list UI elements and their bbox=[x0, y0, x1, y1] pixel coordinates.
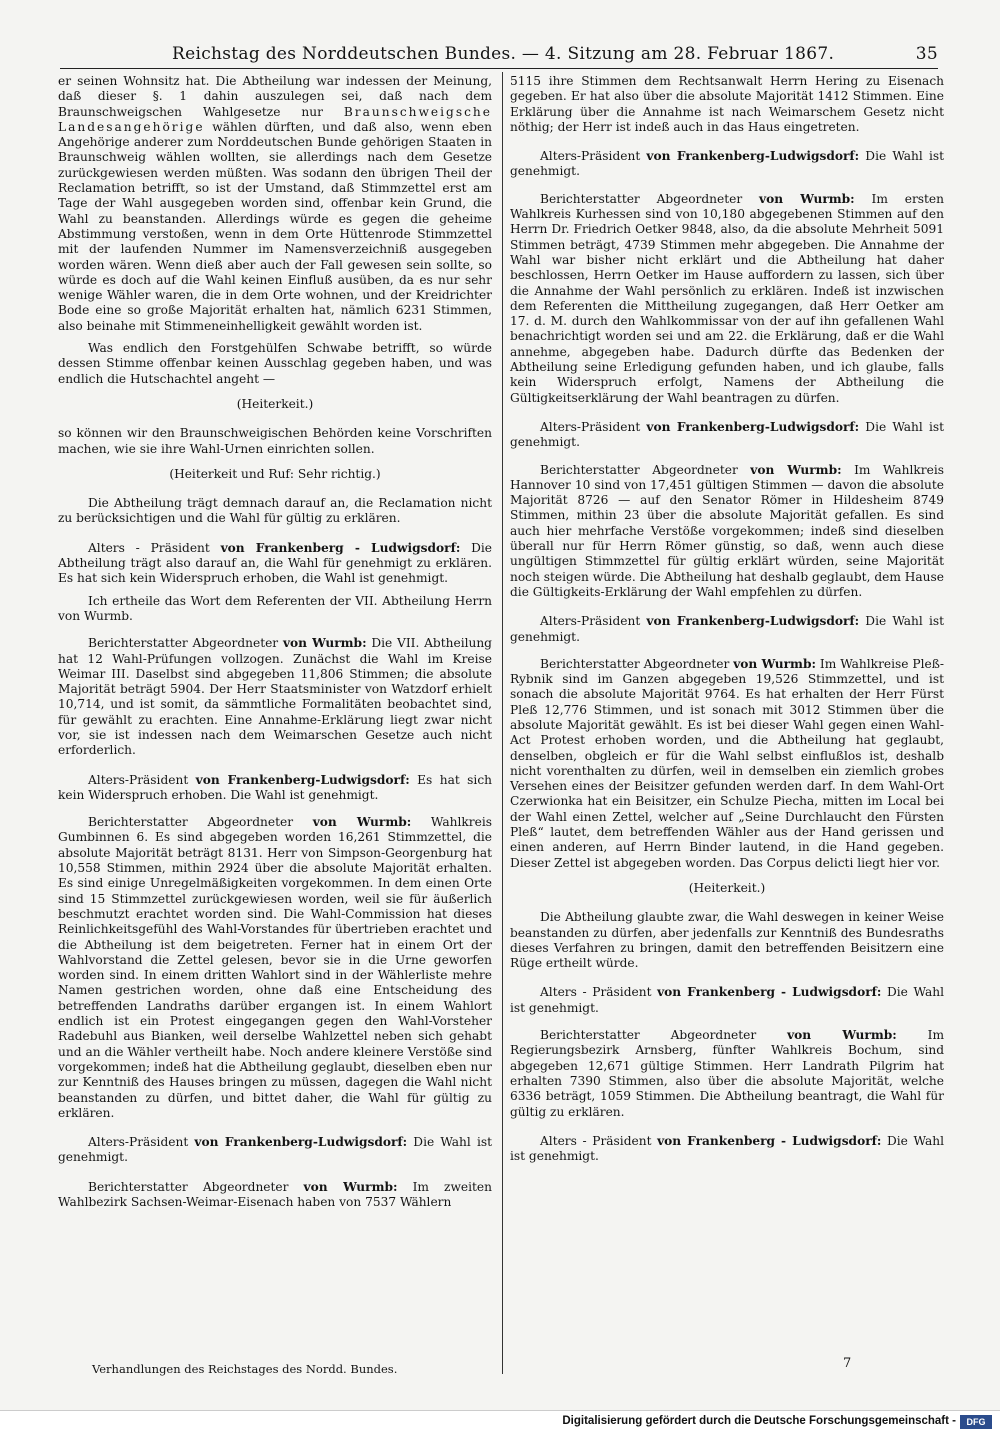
digitization-banner bbox=[0, 1410, 1000, 1433]
reporter-speech: Berichterstatter Abgeordneter von Wurmb: Die VII. Abtheilung hat 12 Wahl-Prüfungen vollzogen. Zunächst die Wahl im Kreise Weimar III. Daselbst sind abgegeben 11,806 Stimmen; die absolute Majorität beträgt 5904. Der Herr Staatsminister von Watzdorf erhielt 10,714, und ist somit, da sämmtliche Formalitäten beobachtet sind, für gewählt zu erachten. Eine Annahme-Erklärung liegt zwar nicht vor, sie ist indessen nach dem Weimarschen Gesetze auch nicht erforderlich. bbox=[58, 636, 492, 758]
paragraph: er seinen Wohnsitz hat. Die Abtheilung war indessen der Meinung, daß dieser §. 1 dahin auszulegen sei, daß nach dem Braunschweigschen Wahlgesetze nur Braunschweigsche Landesangehörige wählen dürften, und daß also, wenn eben Angehörige anderer zum Norddeutschen Bunde gehörigen Staaten in Braunschweig wählen wollten, sie allerdings nach dem Gesetze zurückgewiesen werden müßten. Was sodann den übrigen Theil der Reclamation betrifft, so ist der Umstand, daß Stimmzettel erst am Tage der Wahl ausgegeben worden sind, offenbar kein Grund, die Wahl zu beanstanden. Allerdings würde es gegen die geheime Abstimmung verstoßen, wenn in dem Orte Hüttenrode Stimmzettel mit der laufenden Nummer im Namensverzeichniß ausgegeben worden wären. Wenn dieß aber auch der Fall gewesen sein sollte, so würde es doch auf die Wahl keinen Einfluß ausüben, da es nur sehr wenige Wähler waren, die in dem Orte wohnen, und der Kreidrichter Bode eine so große Majorität erhalten hat, nämlich 6231 Stimmen, also beinahe mit Stimmeneinhelligkeit gewählt worden ist. bbox=[58, 74, 492, 333]
interjection: (Heiterkeit und Ruf: Sehr richtig.) bbox=[169, 466, 381, 481]
page-number: 35 bbox=[915, 44, 938, 64]
left-column bbox=[58, 74, 492, 1210]
president-speech: Alters-Präsident von Frankenberg-Ludwigsdorf: Es hat sich kein Widerspruch erhoben. Die Wahl ist genehmigt. bbox=[58, 772, 492, 802]
paragraph: Ich ertheile das Wort dem Referenten der VII. Abtheilung Herrn von Wurmb. bbox=[58, 593, 492, 623]
president-speech: Alters-Präsident von Frankenberg-Ludwigsdorf: Die Wahl ist genehmigt. bbox=[510, 419, 944, 450]
footer-note: Verhandlungen des Reichstages des Nordd. Bundes. bbox=[92, 1362, 398, 1376]
reporter-speech: Berichterstatter Abgeordneter von Wurmb: Im Wahlkreis Hannover 10 sind von 17,451 gültigen Stimmen — davon die absolute Majorität 8726 — auf den Senator Römer in Hildesheim 8749 Stimmen, mithin 23 über die absolute Majorität gefallen. Es sind auch hier mehrfache Verstöße vorgekommen; indeß sind dieselben überall nur für Herrn Römer günstig, so daß, wenn auch diese ungültigen Stimmzettel für gültig erklärt würden, seine Majorität noch steigen würde. Die Abtheilung hat deshalb geglaubt, dem Hause die Gültigkeits-Erklärung der Wahl empfehlen zu dürfen. bbox=[510, 462, 944, 599]
column-divider bbox=[502, 72, 503, 1374]
reporter-speech: Berichterstatter Abgeordneter von Wurmb: Im ersten Wahlkreis Kurhessen sind von 10,180 abgegebenen Stimmen auf den Herrn Dr. Friedrich Oetker 9848, also, da die absolute Mehrheit 5091 Stimmen beträgt, 4739 Stimmen mehr abgegeben. Die Annahme der Wahl war bisher nicht erklärt und die Abtheilung hat daher beschlossen, Herrn Oetker im Hause auffordern zu lassen, sich über die Annahme der Wahl persönlich zu erklären. Indeß ist inzwischen dem Referenten die Mittheilung zugegangen, daß Herr Oetker am 17. d. M. durch den Wahlkommissar von der auf ihn gefallenen Wahl benachrichtigt worden sei und am 22. die Erklärung, daß er die Wahl annehme, abgegeben habe. Dadurch dürfte das Bedenken der Abtheilung seine Erledigung gefunden haben, und ich glaube, falls kein Widerspruch erfolgt, Namens der Abtheilung die Gültigkeitserklärung der Wahl beantragen zu dürfen. bbox=[510, 191, 944, 405]
paragraph: Was endlich den Forstgehülfen Schwabe betrifft, so würde dessen Stimme offenbar keinen Ausschlag gegeben haben, und was endlich die Hutschachtel angeht — bbox=[58, 341, 492, 386]
interjection: (Heiterkeit.) bbox=[236, 396, 314, 411]
header-rule bbox=[60, 68, 938, 69]
reporter-speech: Berichterstatter Abgeordneter von Wurmb: Im Wahlkreise Pleß-Rybnik sind im Ganzen abgegeben 19,526 Stimmzettel, und ist sonach die absolute Majorität 9764. Es hat erhalten der Herr Fürst Pleß 12,776 Stimmen, und ist sonach mit 3012 Stimmen über die absolute Majorität gewählt. Es ist bei dieser Wahl gegen einen Wahl-Act Protest erhoben worden, und die Abtheilung hat geglaubt, denselben, obgleich er für die Wahl selbst einflußlos ist, deshalb nicht vorenthalten zu dürfen, weil in demselben ein ziemlich grobes Versehen eines der Beisitzer gefunden werden darf. In dem Wahl-Ort Czerwionka hat ein Beisitzer, ein Schulze Piecha, mitten im Local bei der Wahl einen Zettel, welcher auf „Seine Durchlaucht den Fürsten Pleß“ lautet, dem betreffenden Wähler aus der Hand gerissen und einen anderen, auf Herrn Binder lautend, in die Hand gegeben. Dieser Zettel ist abgegeben worden. Das Corpus delicti liegt hier vor. bbox=[510, 656, 944, 870]
right-column bbox=[510, 74, 944, 1171]
president-speech: Alters - Präsident von Frankenberg - Ludwigsdorf: Die Wahl ist genehmigt. bbox=[510, 985, 944, 1015]
header-title: Reichstag des Norddeutschen Bundes. — 4. Sitzung am 28. Februar 1867. bbox=[172, 44, 835, 64]
paragraph: so können wir den Braunschweigischen Behörden keine Vorschriften machen, wie sie ihre Wahl-Urnen einrichten sollen. bbox=[58, 426, 492, 456]
banner-text: Digitalisierung gefördert durch die Deutsche Forschungsgemeinschaft - bbox=[562, 1415, 956, 1427]
running-head bbox=[60, 44, 938, 66]
president-speech: Alters - Präsident von Frankenberg - Ludwigsdorf: Die Wahl ist genehmigt. bbox=[510, 1133, 944, 1164]
reporter-speech: Berichterstatter Abgeordneter von Wurmb: Im zweiten Wahlbezirk Sachsen-Weimar-Eisenach haben von 7537 Wählern bbox=[58, 1179, 492, 1209]
dfg-logo: DFG bbox=[960, 1415, 992, 1429]
paragraph: 5115 ihre Stimmen dem Rechtsanwalt Herrn Hering zu Eisenach gegeben. Er hat also über die absolute Majorität 1412 Stimmen. Eine Erklärung über die Annahme ist nach Weimarschem Gesetz nicht nöthig; der Herr ist indeß auch in das Haus eingetreten. bbox=[510, 74, 944, 134]
president-speech: Alters - Präsident von Frankenberg - Ludwigsdorf: Die Abtheilung trägt also darauf an, die Wahl für genehmigt zu erklären. Es hat sich kein Widerspruch erhoben, die Wahl ist genehmigt. bbox=[58, 540, 492, 586]
signature-mark: 7 bbox=[843, 1356, 852, 1371]
president-speech: Alters-Präsident von Frankenberg-Ludwigsdorf: Die Wahl ist genehmigt. bbox=[510, 614, 944, 644]
president-speech: Alters-Präsident von Frankenberg-Ludwigsdorf: Die Wahl ist genehmigt. bbox=[58, 1135, 492, 1165]
reporter-speech: Berichterstatter Abgeordneter von Wurmb: Im Regierungsbezirk Arnsberg, fünfter Wahlkreis Bochum, sind abgegeben 12,671 gültige Stimmen. Herr Landrath Pilgrim hat erhalten 7390 Stimmen, also über die absolute Majorität, welche 6336 beträgt, 1059 Stimmen. Die Abtheilung beantragt, die Wahl für gültig zu erklären. bbox=[510, 1028, 944, 1119]
reporter-speech: Berichterstatter Abgeordneter von Wurmb: Wahlkreis Gumbinnen 6. Es sind abgegeben worden 16,261 Stimmzettel, die absolute Majorität beträgt 8131. Herr von Simpson-Georgenburg hat 10,558 Stimmen, mithin 2924 über die absolute Majorität erhalten. Es sind einige Unregelmäßigkeiten vorgekommen. In dem einen Orte sind 15 Stimmzettel zurückgewiesen worden, weil sie für äußerlich beschmutzt erachtet worden sind. Die Wahl-Commission hat dieses Reinlichkeitsgefühl des Wahl-Vorstandes für übertrieben erachtet und die Abtheilung ist dem beigetreten. Ferner hat in einem Ort der Wahlvorstand die Zettel gelesen, bevor sie in die Urne geworfen worden sind. In einem dritten Wahlort sind in der Wählerliste mehre Namen gestrichen worden, ohne daß eine Entscheidung des betreffenden Landraths darüber ergangen ist. In einem Wahlort endlich ist ein Protest eingegangen gegen den Wahl-Vorsteher Radebuhl aus Bianken, weil derselbe Wahlzettel neben sich gehabt und an die Wähler vertheilt habe. Noch andere kleinere Verstöße sind vorgekommen; indeß hat die Abtheilung geglaubt, dieselben eben nur zur Kenntniß des Hauses bringen zu müssen, dagegen die Wahl nicht beanstanden zu dürfen, und bittet daher, die Wahl für gültig zu erklären. bbox=[58, 815, 492, 1120]
president-speech: Alters-Präsident von Frankenberg-Ludwigsdorf: Die Wahl ist genehmigt. bbox=[510, 149, 944, 179]
paragraph: Die Abtheilung trägt demnach darauf an, die Reclamation nicht zu berücksichtigen und die Wahl für gültig zu erklären. bbox=[58, 496, 492, 526]
interjection: (Heiterkeit.) bbox=[688, 880, 766, 895]
paragraph: Die Abtheilung glaubte zwar, die Wahl deswegen in keiner Weise beanstanden zu dürfen, aber jedenfalls zur Kenntniß des Bundesraths dieses Verfahren zu bringen, damit den betreffenden Beisitzern eine Rüge ertheilt würde. bbox=[510, 910, 944, 971]
